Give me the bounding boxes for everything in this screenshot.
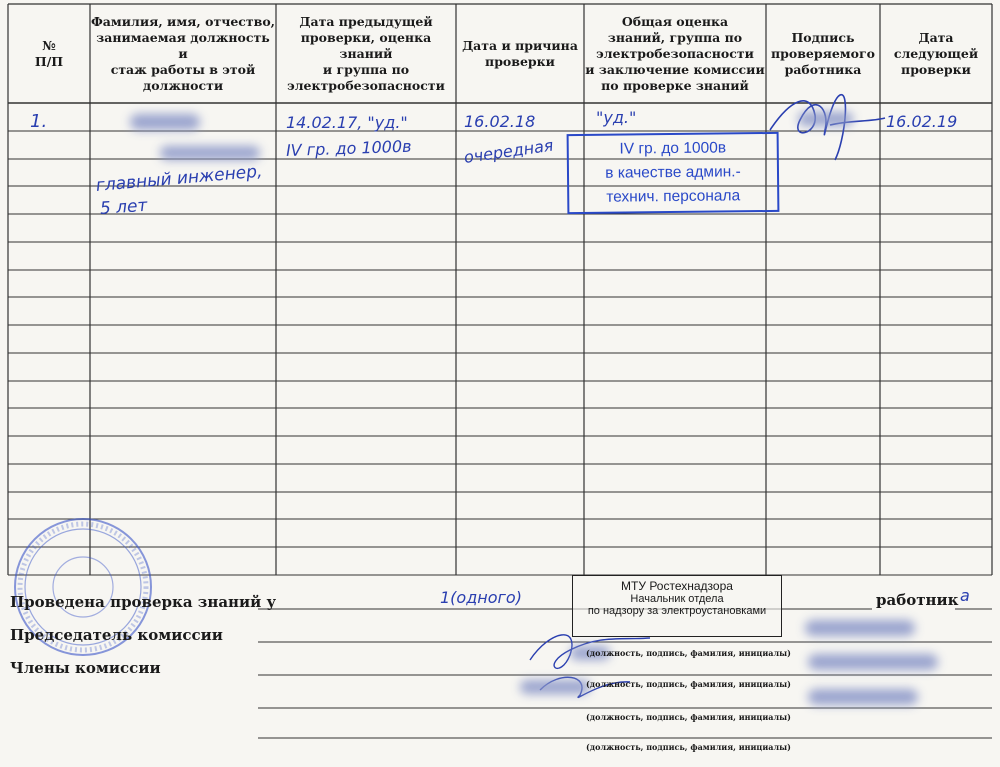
header-signature: Подпись проверяемого работника bbox=[771, 30, 875, 77]
group-stamp-line2: в качестве админ.- bbox=[605, 163, 741, 182]
authority-stamp-line1: МТУ Ростехнадзора bbox=[621, 579, 733, 593]
redacted-member2-name bbox=[808, 689, 918, 705]
checked-count: 1(одного) bbox=[440, 588, 522, 607]
chairman-label: Председатель комиссии bbox=[10, 626, 223, 644]
worker-suffix: а bbox=[960, 586, 970, 605]
redacted-member1-name bbox=[808, 654, 938, 670]
header-previous-check: Дата предыдущей проверки, оценка знаний и группа по электробезопасности bbox=[287, 14, 445, 93]
redacted-chairman-name bbox=[805, 620, 915, 636]
header-full-name: Фамилия, имя, отчество, занимаемая должность и стаж работы в этой должности bbox=[90, 14, 276, 93]
checked-label: Проведена проверка знаний у bbox=[10, 593, 277, 611]
group-stamp-line3: технич. персонала bbox=[606, 187, 741, 206]
row-assessment: "уд." bbox=[596, 108, 637, 127]
row-previous-group: IV гр. до 1000в bbox=[285, 136, 412, 160]
group-stamp bbox=[567, 132, 780, 214]
caption-member3: (должность, подпись, фамилия, инициалы) bbox=[586, 742, 791, 752]
commission-signatures bbox=[510, 620, 770, 710]
redacted-name bbox=[160, 146, 260, 160]
row-next-date: 16.02.19 bbox=[886, 112, 958, 131]
redacted-surname bbox=[130, 114, 200, 130]
row-position: главный инженер, bbox=[95, 161, 264, 196]
redacted-signature-name bbox=[798, 112, 853, 126]
header-overall-assessment: Общая оценка знаний, группа по электробезопасности и заключение комиссии по проверке знаний bbox=[585, 14, 765, 93]
row-experience: 5 лет bbox=[99, 195, 149, 219]
authority-stamp-line3: по надзору за электроустановками bbox=[587, 605, 767, 617]
caption-member1: (должность, подпись, фамилия, инициалы) bbox=[586, 679, 791, 689]
header-check-date-reason: Дата и причина проверки bbox=[462, 38, 578, 69]
row-check-date: 16.02.18 bbox=[464, 112, 536, 131]
row-number: 1. bbox=[30, 111, 48, 132]
group-stamp-line1: IV гр. до 1000в bbox=[619, 139, 727, 158]
authority-stamp-line2: Начальник отдела bbox=[630, 592, 724, 605]
caption-member2: (должность, подпись, фамилия, инициалы) bbox=[586, 712, 791, 722]
row-previous-date: 14.02.17, "уд." bbox=[286, 113, 408, 132]
members-label: Члены комиссии bbox=[10, 659, 161, 677]
caption-chairman: (должность, подпись, фамилия, инициалы) bbox=[586, 648, 791, 658]
row-check-reason: очередная bbox=[462, 135, 555, 167]
header-next-check: Дата следующей проверки bbox=[893, 30, 979, 77]
redacted-member1-name-2 bbox=[520, 680, 590, 694]
header-number: № П/П bbox=[34, 38, 64, 69]
worker-label: работник bbox=[876, 591, 959, 609]
